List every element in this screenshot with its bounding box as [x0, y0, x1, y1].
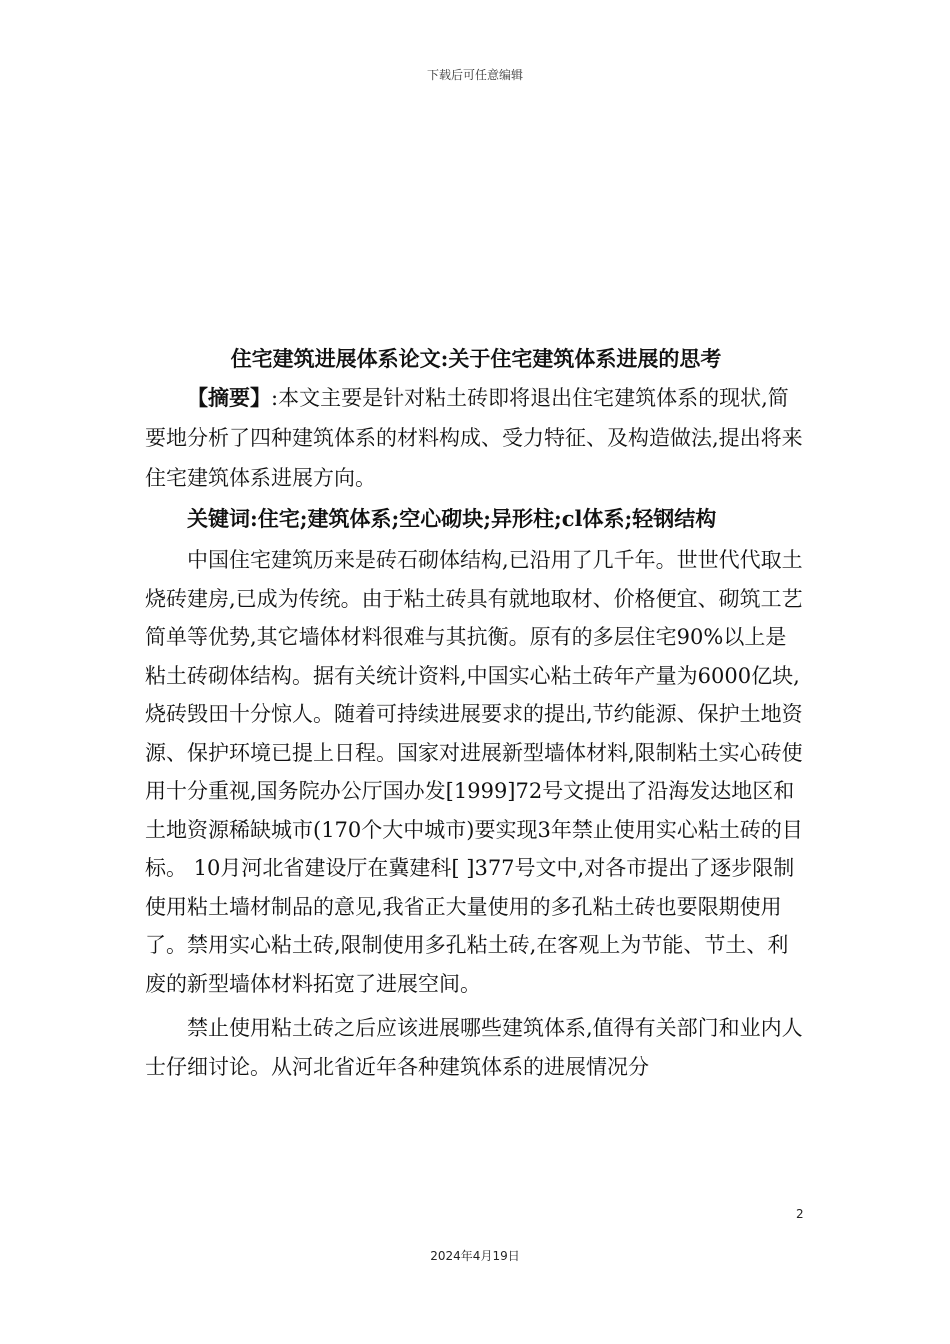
body-paragraph-2: 禁止使用粘土砖之后应该进展哪些建筑体系,值得有关部门和业内人士仔细讨论。从河北省近年各种建筑体系的进展情况分 [145, 1016, 803, 1079]
keywords-line: 关键词:住宅;建筑体系;空心砌块;异形柱;cl体系;轻钢结构 [187, 506, 717, 531]
abstract-text: :本文主要是针对粘土砖即将退出住宅建筑体系的现状,简要地分析了四种建筑体系的材料构成、受力特征、及构造做法,提出将来住宅建筑体系进展方向。 [145, 386, 803, 490]
abstract-paragraph [145, 378, 807, 498]
document-body [145, 340, 807, 1086]
page-number: 2 [796, 1207, 804, 1221]
page-header-note: 下载后可任意编辑 [426, 68, 523, 82]
page-footer-date: 2024年4月19日 [430, 1249, 520, 1263]
document-title: 住宅建筑进展体系论文:关于住宅建筑体系进展的思考 [230, 346, 722, 371]
body-paragraph-1: 中国住宅建筑历来是砖石砌体结构,已沿用了几千年。世世代代取土烧砖建房,已成为传统。由于粘土砖具有就地取材、价格便宜、砌筑工艺简单等优势,其它墙体材料很难与其抗衡。原有的多层住宅90%以上是粘土砖砌体结构。据有关统计资料,中国实心粘土砖年产量为6000亿块,烧砖毁田十分惊人。随着可持续进展要求的提出,节约能源、保护土地资源、保护环境已提上日程。国家对进展新型墙体材料,限制粘土实心砖使用十分重视,国务院办公厅国办发[1999]72号文提出了沿海发达地区和土地资源稀缺城市(170个大中城市)要实现3年禁止使用实心粘土砖的目标。 10月河北省建设厅在冀建科[ ]377号文中,对各市提出了逐步限制使用粘土墙材制品的意见,我省正大量使用的多孔粘土砖也要限期使用了。禁用实心粘土砖,限制使用多孔粘土砖,在客观上为节能、节土、利废的新型墙体材料拓宽了进展空间。 [145, 548, 803, 996]
abstract-label: 【摘要】 [187, 385, 271, 410]
